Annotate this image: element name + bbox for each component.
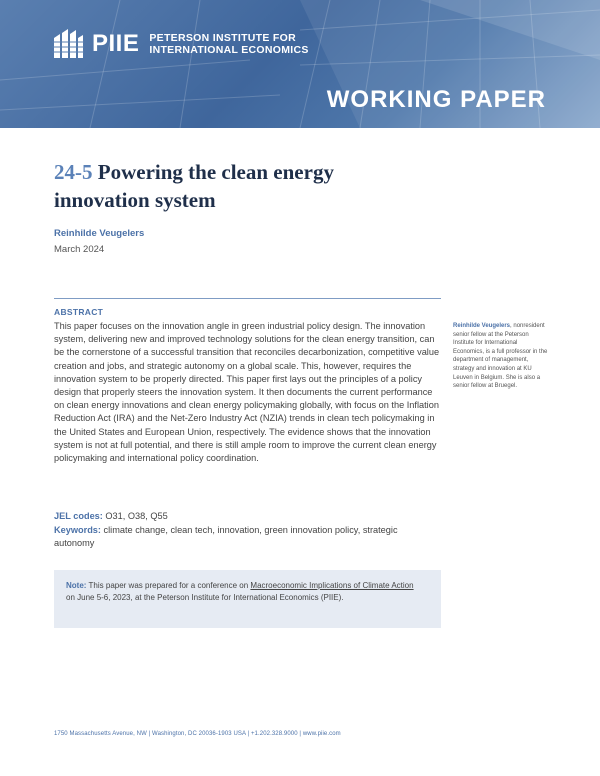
series-label: WORKING PAPER <box>326 86 546 113</box>
note-label: Note: <box>66 581 87 590</box>
logo-abbreviation: PIIE <box>92 30 140 57</box>
note-pre: This paper was prepared for a conference on <box>86 581 251 590</box>
abstract-heading: ABSTRACT <box>54 307 104 317</box>
bio-text: , nonresident senior fellow at the Peterson Institute for International Economics, is a full professor in the department of management, strategy and innovation at KU Leuven in Belgium. She is also a senior fellow at Bruegel. <box>453 323 548 390</box>
publication-date: March 2024 <box>54 244 105 255</box>
note-text <box>66 580 416 603</box>
note-post: on June 5-6, 2023, at the Peterson Institute for International Economics (PIIE). <box>66 592 344 602</box>
author-bio <box>453 322 549 391</box>
conference-link[interactable]: Macroeconomic Implications of Climate Action <box>250 581 414 590</box>
piie-logo[interactable] <box>52 28 309 60</box>
author-name: Reinhilde Veugelers <box>54 228 145 239</box>
jel-value: O31, O38, Q55 <box>102 511 168 521</box>
note-box <box>54 570 441 628</box>
footer-contact: 1750 Massachusetts Avenue, NW | Washington, DC 20036-1903 USA | +1.202.328.9000 | www.piie.com <box>54 731 341 737</box>
header-banner <box>0 0 600 128</box>
jel-label: JEL codes: <box>54 511 103 521</box>
paper-title <box>54 158 434 214</box>
logo-organization-name <box>149 32 308 56</box>
bio-author-name: Reinhilde Veugelers <box>453 323 511 329</box>
section-divider <box>54 298 441 299</box>
jel-codes <box>54 511 168 521</box>
piie-logo-icon <box>52 28 84 60</box>
keywords-value: climate change, clean tech, innovation, green innovation policy, strategic autonomy <box>54 525 398 549</box>
keywords <box>54 524 434 550</box>
org-line-1: PETERSON INSTITUTE FOR <box>149 32 296 44</box>
paper-title-text: Powering the clean energy innovation system <box>54 160 334 212</box>
org-line-2: INTERNATIONAL ECONOMICS <box>149 44 309 56</box>
paper-number: 24-5 <box>54 160 93 184</box>
abstract-text: This paper focuses on the innovation angle in green industrial policy design. The innovation system, delivering new and improved technology solutions for the clean energy transition, can be the cornerstone of a successful transition that reconciles decarbonization, competitive value creation and jobs, and strategic autonomy on a global scale. This, however, requires the innovation system to be properly directed. This paper first lays out the principles of a policy design that properly steers the innovation system. It then documents the current performance on clean energy innovations and clean energy policymaking globally, with focus on the Inflation Reduction Act (IRA) and the Net-Zero Industry Act (NZIA) trends in clean tech policymaking in the United States and European Union, respectively. The evidence shows that the innovation system is not at full potential, and there is still ample room to improve the current clean energy policymaking and international policy coordination. <box>54 321 440 464</box>
keywords-label: Keywords: <box>54 525 101 535</box>
